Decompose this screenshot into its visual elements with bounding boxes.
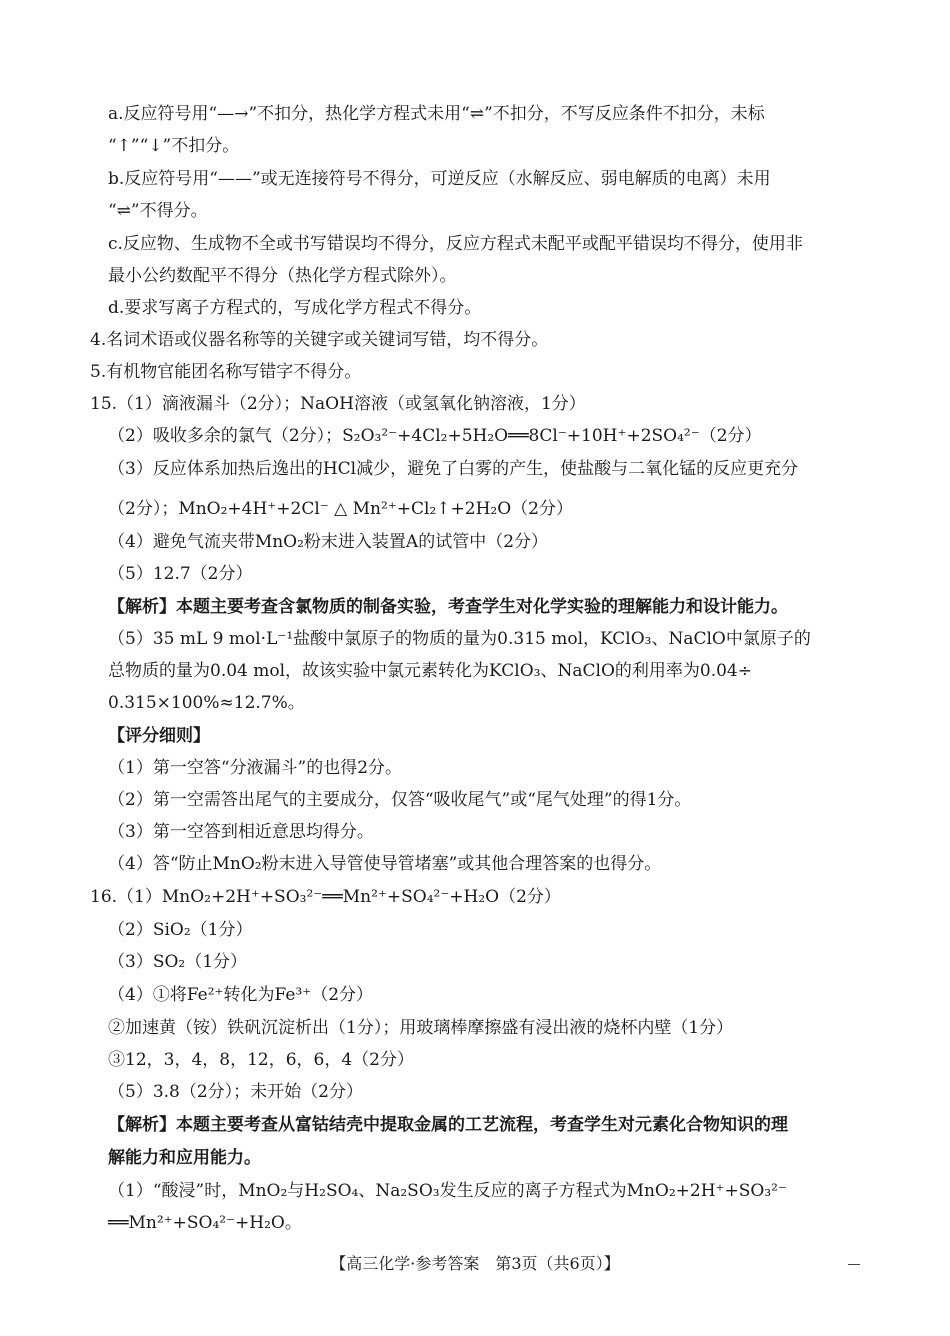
q15-analysis-line3: 0.315×100%≈12.7%。 (108, 693, 305, 713)
q16-4-2: ②加速黄（铵）铁矾沉淀析出（1分）；用玻璃棒摩擦盛有浸出液的烧杯内壁（1分） (108, 1018, 734, 1038)
rule-d: d.要求写离子方程式的，写成化学方程式不得分。 (108, 298, 482, 318)
q16-1: 16.（1）MnO₂+2H⁺+SO₃²⁻══Mn²⁺+SO₄²⁻+H₂O（2分） (90, 887, 561, 907)
q15-2: （2）吸收多余的氯气（2分）；S₂O₃²⁻+4Cl₂+5H₂O══8Cl⁻+10H⁺+2SO₄²⁻（2分） (108, 426, 762, 446)
rule-c-line1: c.反应物、生成物不全或书写错误均不得分，反应方程式未配平或配平错误均不得分，使用非 (108, 234, 803, 254)
q16-5: （5）3.8（2分）；未开始（2分） (108, 1082, 363, 1102)
rule-5: 5.有机物官能团名称写错字不得分。 (90, 362, 362, 382)
q15-scoring-heading: 【评分细则】 (108, 726, 210, 746)
q16-4-3: ③12，3，4，8，12，6，6，4（2分） (108, 1050, 414, 1070)
page-footer: 【高三化学·参考答案 第3页（共6页）】 (330, 1254, 620, 1273)
q15-analysis-heading: 【解析】本题主要考查含氯物质的制备实验，考查学生对化学实验的理解能力和设计能力。 (108, 597, 788, 617)
q16-analysis-heading-line1: 【解析】本题主要考查从富钴结壳中提取金属的工艺流程，考查学生对元素化合物知识的理 (108, 1115, 788, 1135)
q15-5: （5）12.7（2分） (108, 564, 253, 584)
q15-analysis-line2: 总物质的量为0.04 mol，故该实验中氯元素转化为KClO₃、NaClO的利用率为0.04÷ (108, 661, 752, 681)
q15-scoring-2: （2）第一空需答出尾气的主要成分，仅答“吸收尾气”或“尾气处理”的得1分。 (108, 790, 692, 810)
q15-scoring-1: （1）第一空答“分液漏斗”的也得2分。 (108, 758, 403, 778)
q15-scoring-3: （3）第一空答到相近意思均得分。 (108, 822, 374, 842)
rule-a-line2: “↑”“↓”不扣分。 (108, 136, 240, 156)
rule-a-line1: a.反应符号用“—→”不扣分，热化学方程式未用“⇌”不扣分，不写反应条件不扣分，未标 (108, 104, 765, 124)
q16-analysis-line1: （1）“酸浸”时，MnO₂与H₂SO₄、Na₂SO₃发生反应的离子方程式为MnO₂+2H⁺+SO₃²⁻ (108, 1181, 787, 1201)
q16-analysis-heading-line2: 解能力和应用能力。 (108, 1148, 261, 1168)
q16-analysis-line2: ══Mn²⁺+SO₄²⁻+H₂O。 (108, 1213, 302, 1233)
rule-b-line1: b.反应符号用“——”或无连接符号不得分，可逆反应（水解反应、弱电解质的电离）未用 (108, 169, 771, 189)
q16-3: （3）SO₂（1分） (108, 952, 248, 972)
rule-4: 4.名词术语或仪器名称等的关键字或关键词写错，均不得分。 (90, 330, 549, 350)
q15-3-line2: （2分）；MnO₂+4H⁺+2Cl⁻ △ Mn²⁺+Cl₂↑+2H₂O（2分） (108, 499, 573, 519)
q15-3-line1: （3）反应体系加热后逸出的HCl减少，避免了白雾的产生，使盐酸与二氧化锰的反应更充分 (108, 459, 799, 479)
q16-4-1: （4）①将Fe²⁺转化为Fe³⁺（2分） (108, 985, 374, 1005)
q16-2: （2）SiO₂（1分） (108, 920, 253, 940)
rule-b-line2: “⇌”不得分。 (108, 201, 208, 221)
q15-scoring-4: （4）答“防止MnO₂粉末进入导管使导管堵塞”或其他合理答案的也得分。 (108, 854, 662, 874)
rule-c-line2: 最小公约数配平不得分（热化学方程式除外）。 (108, 266, 457, 286)
corner-mark (848, 1264, 860, 1265)
q15-analysis-line1: （5）35 mL 9 mol·L⁻¹盐酸中氯原子的物质的量为0.315 mol，KClO₃、NaClO中氯原子的 (108, 629, 811, 649)
q15-1: 15.（1）滴液漏斗（2分）；NaOH溶液（或氢氧化钠溶液，1分） (90, 394, 586, 414)
q15-4: （4）避免气流夹带MnO₂粉末进入装置A的试管中（2分） (108, 532, 549, 552)
